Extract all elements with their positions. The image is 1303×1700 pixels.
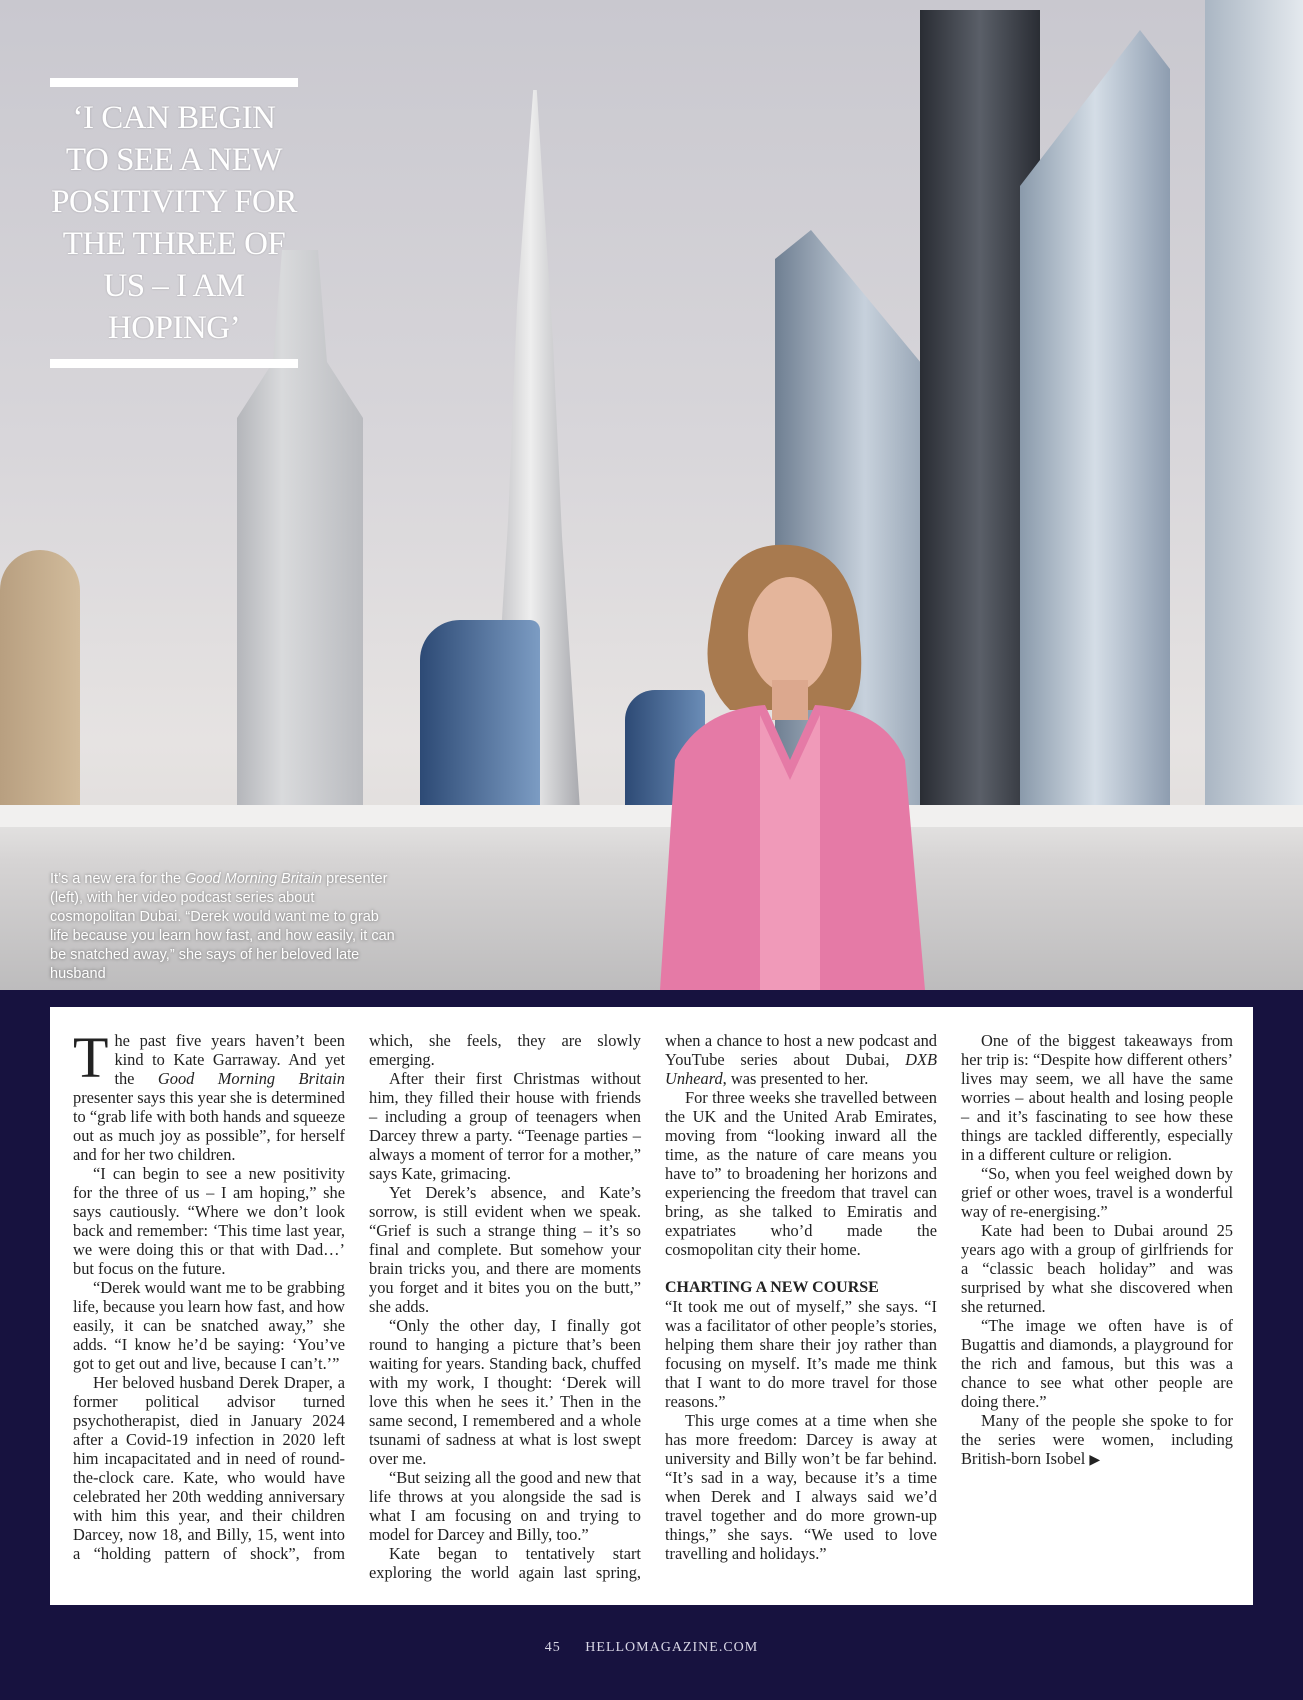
article-body — [73, 1025, 1233, 1591]
page-footer — [0, 1640, 1303, 1656]
text: , was presented to her. — [722, 1069, 869, 1088]
caption-show-title: Good Morning Britain — [185, 871, 323, 887]
article-paragraph: “Derek would want me to be grabbing life, because you learn how fast, and how easily, it can be snatched away,” she adds. “I know he’d be saying: ‘You’ve got to get out and live, because I can’t.’” — [73, 1278, 345, 1373]
article-paragraph — [961, 1411, 1233, 1470]
caption-text-start: It’s a new era for the — [50, 871, 186, 887]
article-paragraph: “I can begin to see a new positivity for the three of us – I am hoping,” she says cautiously. “Where we don’t look back and remember: ‘This time last year, we were doing this or that with Dad…’ but focus on the future. — [73, 1164, 345, 1278]
page-number: 45 — [544, 1640, 561, 1655]
article-paragraph: “But seizing all the good and new that life throws at you alongside the sad is what I am focusing on and trying to model for Darcey and Billy, too.” — [369, 1468, 641, 1544]
building-glass-2 — [1020, 30, 1170, 810]
building-glass-3 — [1205, 0, 1303, 810]
article-panel — [50, 1007, 1253, 1605]
article-paragraph: “So, when you feel weighed down by grief or other woes, travel is a wonderful way of re-energising.” — [961, 1164, 1233, 1221]
article-paragraph: This urge comes at a time when she has more freedom: Darcey is away at university and Billy won’t be far behind. “It’s sad in a way, because it’s a time when Derek and I always said we’d travel together and do more grown-up things,” she says. “We used to love travelling and holidays.” — [665, 1411, 937, 1563]
article-paragraph: Kate had been to Dubai around 25 years ago with a group of girlfriends for a “classic beach holiday” and was surprised by what she discovered when she returned. — [961, 1221, 1233, 1316]
drop-cap: T — [73, 1025, 109, 1090]
article-paragraph: After their first Christmas without him, they filled their house with friends – including a group of teenagers when Darcey threw a party. “Teenage parties – always a moment of terror for a mother,” says Kate, grimacing. — [369, 1069, 641, 1183]
continue-arrow-icon: ▶ — [1089, 1453, 1101, 1468]
pull-quote — [50, 78, 298, 368]
article-paragraph: Her beloved husband Derek Draper, a former political advisor turned psychotherapist, died in January 2024 after a Covid-19 infection in 2020 left him incapacitated and in need of round-the-clock care. Kate, who would have celebrated her 20th wedding anniversary with him this year, and their children Darcey, now 18, and Billy, 15, went into a “holding pattern of shock”, from which, she feels, they are slowly emerging. — [73, 1031, 641, 1563]
article-paragraph: One of the biggest takeaways from her trip is: “Despite how different others’ lives may seem, we all have the same worries – about health and losing people – and it’s fascinating to see how these things are tackled differently, especially in a different culture or religion. — [961, 1031, 1233, 1164]
text: Kate began to tentatively start exploring the world again last spring, when a chance to host a new podcast and YouTube series about Dubai, — [369, 1031, 937, 1582]
article-subheading: CHARTING A NEW COURSE — [665, 1279, 879, 1296]
show-title: Good Morning Britain — [157, 1069, 346, 1088]
article-paragraph: “Only the other day, I finally got round to hanging a picture that’s been waiting for years. Standing back, chuffed with my work, I thought: ‘Derek will love this when he sees it.’ Then in the same second, I remembered and a whole tsunami of sadness at what is lost swept over me. — [369, 1316, 641, 1468]
text: he past five years haven’t been kind to Kate Garraway. And yet the — [114, 1031, 345, 1088]
text: Many of the people she spoke to for the series were women, including British-born Isobel — [961, 1411, 1233, 1468]
article-paragraph: Yet Derek’s absence, and Kate’s sorrow, is still evident when we speak. “Grief is such a strange thing – it’s so final and complete. But somehow your brain tricks you, and there are moments you forget and it bites you on the butt,” she adds. — [369, 1183, 641, 1316]
pull-quote-top-rule — [50, 78, 298, 87]
pull-quote-text: ‘I CAN BEGIN TO SEE A NEW POSITIVITY FOR THE THREE OF US – I AM HOPING’ — [51, 100, 297, 346]
building-left — [0, 550, 80, 810]
building-blue-tower — [420, 620, 540, 810]
article-paragraph: “It took me out of myself,” she says. “I was a facilitator of other people’s stories, helping them share their joy rather than focusing on myself. It’s made me think that I want to do more travel for those reasons.” — [665, 1297, 937, 1411]
series-title: DXB Unheard — [665, 1050, 937, 1088]
presenter-figure — [640, 540, 960, 990]
photo-caption — [50, 870, 400, 984]
caption-text-end: presenter (left), with her video podcast series about cosmopolitan Dubai. “Derek would want me to grab life because you learn how fast, and how easily, it can be snatched away,” she says of her beloved late husband — [50, 871, 395, 982]
article-paragraph — [73, 1025, 346, 1164]
pull-quote-bottom-rule — [50, 359, 298, 368]
article-paragraph: For three weeks she travelled between the UK and the United Arab Emirates, moving from “looking inward all the time, as the nature of care means you have to” to broadening her horizons and experiencing the freedom that travel can bring, as she talked to Emiratis and expatriates who’d made the cosmopolitan city their home. — [665, 1088, 937, 1259]
article-paragraph: “The image we often have is of Bugattis and diamonds, a playground for the rich and famous, but this was a chance to see what other people are doing there.” — [961, 1316, 1233, 1411]
site-name: HELLOMAGAZINE.COM — [585, 1640, 759, 1655]
text: presenter says this year she is determined to “grab life with both hands and squeeze out as much joy as possible”, for herself and for her two children. — [73, 1088, 345, 1164]
